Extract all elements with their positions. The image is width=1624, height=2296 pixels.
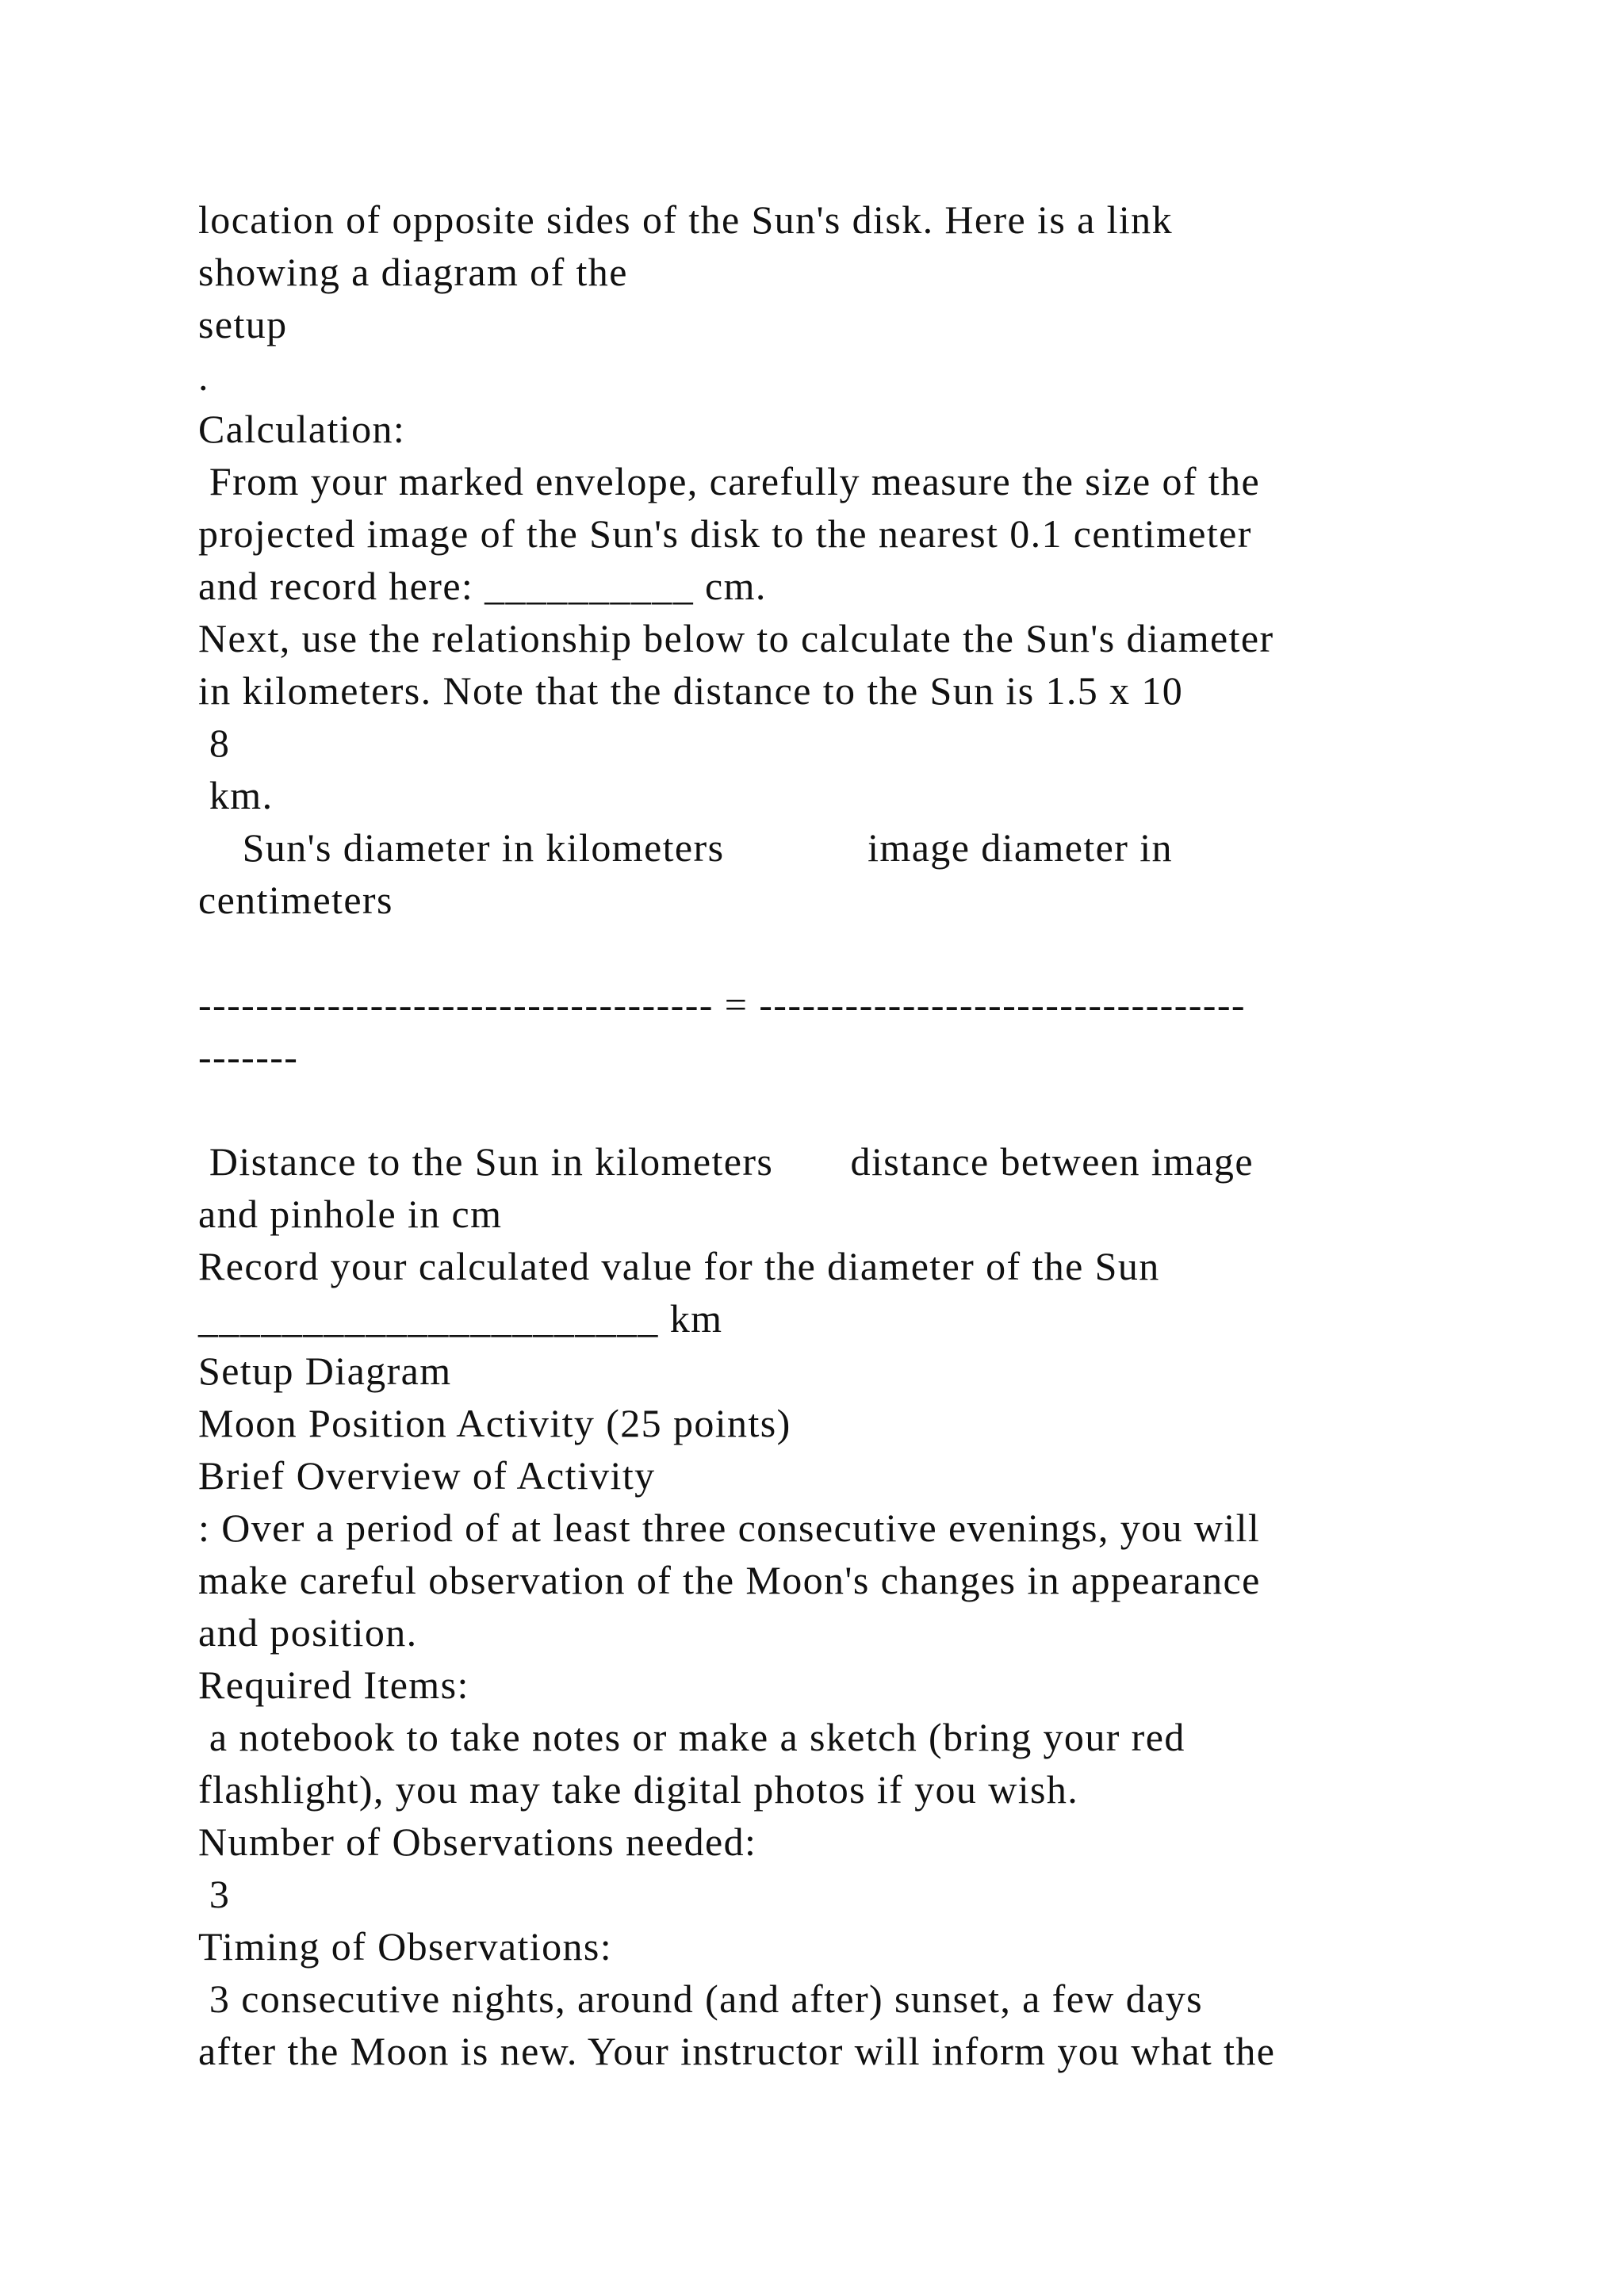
text-line: projected image of the Sun's disk to the nearest 0.1 centimeter (198, 511, 1252, 556)
text-line: 3 consecutive nights, around (and after) sunset, a few days (198, 1976, 1203, 2021)
text-line: From your marked envelope, carefully measure the size of the (198, 459, 1261, 503)
text-line: in kilometers. Note that the distance to the Sun is 1.5 x 10 (198, 668, 1184, 713)
blank-line (198, 926, 1499, 978)
formula-denominator: and pinhole in cm (198, 1192, 503, 1236)
text-line: : Over a period of at least three consecutive evenings, you will (198, 1506, 1261, 1550)
text-line: flashlight), you may take digital photos if you wish. (198, 1767, 1079, 1812)
exponent-line: 8 (198, 721, 231, 765)
text-line: ______________________ km (198, 1296, 723, 1341)
text-line: setup (198, 302, 288, 346)
formula-divider: ------------------------------------ = ---------------------------------- (198, 982, 1246, 1027)
text-line: after the Moon is new. Your instructor will inform you what the (198, 2029, 1276, 2073)
document-text (198, 193, 1499, 2077)
text-line: 3 (198, 1872, 231, 1916)
formula-numerator: Sun's diameter in kilometers image diameter in (198, 825, 1173, 870)
text-line: showing a diagram of the (198, 250, 628, 294)
text-line: and record here: __________ cm. (198, 564, 767, 608)
text-line: make careful observation of the Moon's changes in appearance (198, 1558, 1261, 1602)
text-line: and position. (198, 1610, 418, 1655)
subheading-required-items: Required Items: (198, 1663, 469, 1707)
text-line: km. (198, 773, 274, 817)
text-line: a notebook to take notes or make a sketch (bring your red (198, 1715, 1185, 1759)
text-line: . (198, 354, 209, 399)
blank-line (198, 1083, 1499, 1135)
text-line: Next, use the relationship below to calculate the Sun's diameter (198, 616, 1274, 660)
formula-divider: ------- (198, 1035, 299, 1079)
text-line: location of opposite sides of the Sun's disk. Here is a link (198, 197, 1173, 242)
formula-denominator: Distance to the Sun in kilometers distance between image (198, 1139, 1254, 1184)
subheading-observations-needed: Number of Observations needed: (198, 1820, 757, 1864)
section-heading-calculation: Calculation: (198, 407, 406, 451)
subheading-overview: Brief Overview of Activity (198, 1453, 656, 1498)
setup-diagram-label: Setup Diagram (198, 1349, 452, 1393)
text-line: Record your calculated value for the diameter of the Sun (198, 1244, 1160, 1288)
formula-numerator: centimeters (198, 878, 393, 922)
subheading-timing: Timing of Observations: (198, 1924, 613, 1969)
section-heading-moon-activity: Moon Position Activity (25 points) (198, 1401, 791, 1445)
